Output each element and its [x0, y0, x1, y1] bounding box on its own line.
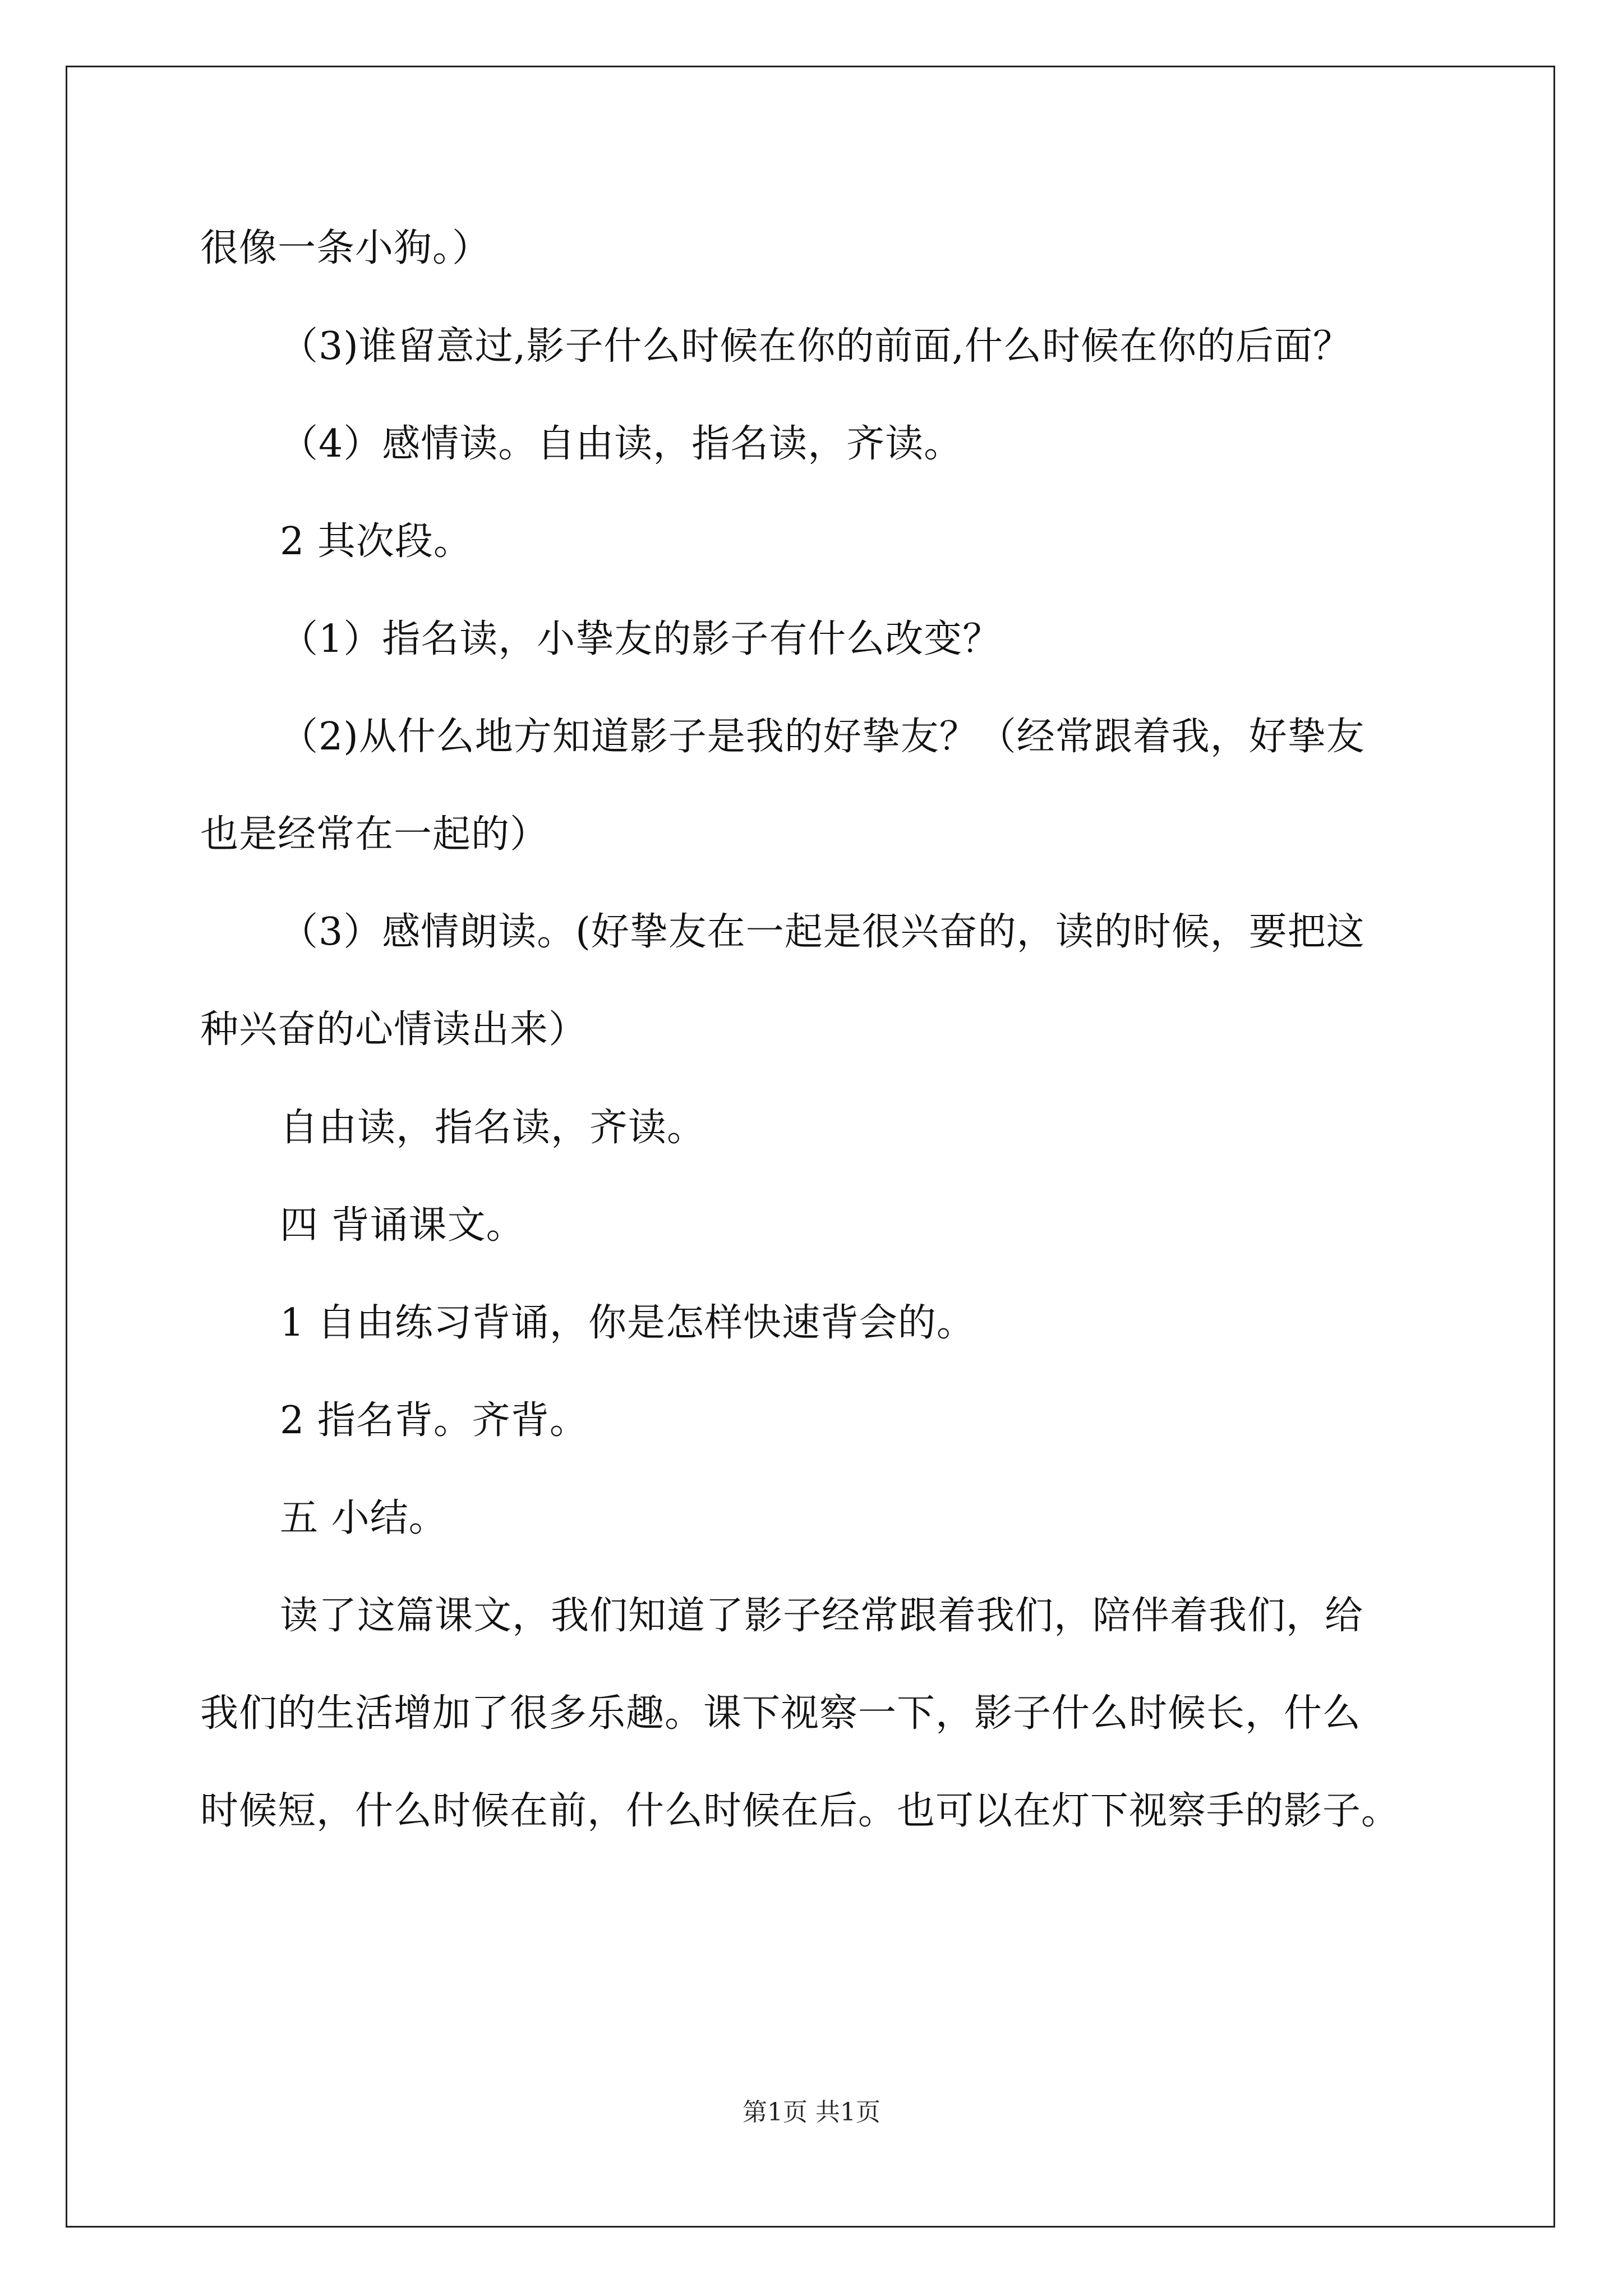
text-line: 很像一条小狗。） — [200, 226, 491, 270]
section-heading: 四 背诵课文。 — [280, 1203, 525, 1248]
text-line: 也是经常在一起的） — [200, 812, 549, 857]
text-line: 时候短，什么时候在前，什么时候在后。也可以在灯下视察手的影子。 — [200, 1789, 1400, 1833]
section-heading: 五 小结。 — [280, 1496, 448, 1540]
text-line: （4）感情读。自由读，指名读，齐读。 — [280, 422, 963, 466]
text-line: （3)谁留意过,影子什么时候在你的前面,什么时候在你的后面？ — [280, 324, 1352, 369]
text-line: 2 其次段。 — [280, 519, 472, 564]
text-line: 种兴奋的心情读出来） — [200, 1007, 588, 1052]
text-line: 读了这篇课文，我们知道了影子经常跟着我们，陪伴着我们，给 — [280, 1594, 1364, 1638]
text-line: （2)从什么地方知道影子是我的好挚友？（经常跟着我，好挚友 — [280, 715, 1365, 759]
text-line: （3）感情朗读。(好挚友在一起是很兴奋的，读的时候，要把这 — [280, 910, 1365, 954]
text-line: 自由读，指名读，齐读。 — [280, 1106, 706, 1150]
text-line: 2 指名背。齐背。 — [280, 1398, 588, 1443]
page-number: 第1页 共1页 — [743, 2098, 880, 2127]
text-line: （1）指名读，小挚友的影子有什么改变？ — [280, 617, 1002, 661]
text-line: 我们的生活增加了很多乐趣。课下视察一下，影子什么时候长，什么 — [200, 1691, 1362, 1736]
text-line: 1 自由练习背诵，你是怎样快速背会的。 — [280, 1301, 975, 1345]
